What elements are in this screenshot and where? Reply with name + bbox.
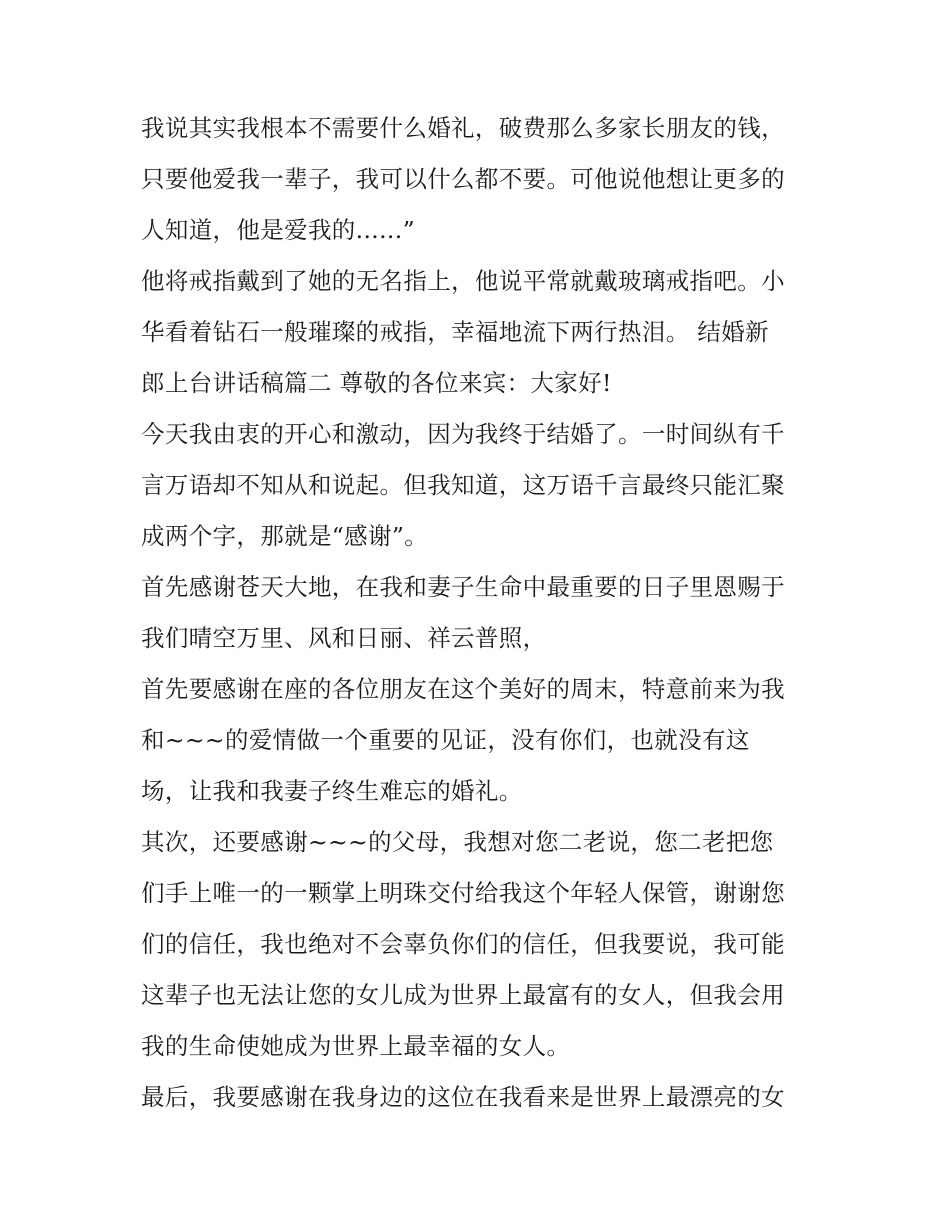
text-line: 和~~~的爱情做一个重要的见证，没有你们，也就没有这 <box>141 726 750 754</box>
text-line: 人知道，他是爱我的......” <box>141 216 415 244</box>
text-line: 场，让我和我妻子终生难忘的婚礼。 <box>141 777 523 805</box>
text-line: 成两个字，那就是“感谢”。 <box>141 522 429 550</box>
text-line: 他将戒指戴到了她的无名指上，他说平常就戴玻璃戒指吧。小 <box>141 267 785 295</box>
text-line: 我的生命使她成为世界上最幸福的女人。 <box>141 1032 571 1060</box>
text-line: 首先要感谢在座的各位朋友在这个美好的周末，特意前来为我 <box>141 675 785 703</box>
text-line: 我们晴空万里、风和日丽、祥云普照， <box>141 624 547 652</box>
text-line: 只要他爱我一辈子，我可以什么都不要。可他说他想让更多的 <box>141 165 785 193</box>
text-line: 们手上唯一的一颗掌上明珠交付给我这个年轻人保管，谢谢您 <box>141 879 785 907</box>
text-line: 首先感谢苍天大地，在我和妻子生命中最重要的日子里恩赐于 <box>141 573 785 601</box>
text-line: 其次，还要感谢~~~的父母，我想对您二老说，您二老把您 <box>141 828 774 856</box>
text-line: 郎上台讲话稿篇二 尊敬的各位来宾：大家好! <box>141 369 612 397</box>
text-line: 最后，我要感谢在我身边的这位在我看来是世界上最漂亮的女 <box>141 1083 785 1111</box>
text-line: 今天我由衷的开心和激动，因为我终于结婚了。一时间纵有千 <box>141 420 785 448</box>
text-line: 我说其实我根本不需要什么婚礼，破费那么多家长朋友的钱， <box>141 114 785 142</box>
text-line: 们的信任，我也绝对不会辜负你们的信任，但我要说，我可能 <box>141 930 785 958</box>
text-line: 言万语却不知从和说起。但我知道，这万语千言最终只能汇聚 <box>141 471 785 499</box>
text-line: 华看着钻石一般璀璨的戒指，幸福地流下两行热泪。 结婚新 <box>141 318 769 346</box>
text-line: 这辈子也无法让您的女儿成为世界上最富有的女人，但我会用 <box>141 981 785 1009</box>
